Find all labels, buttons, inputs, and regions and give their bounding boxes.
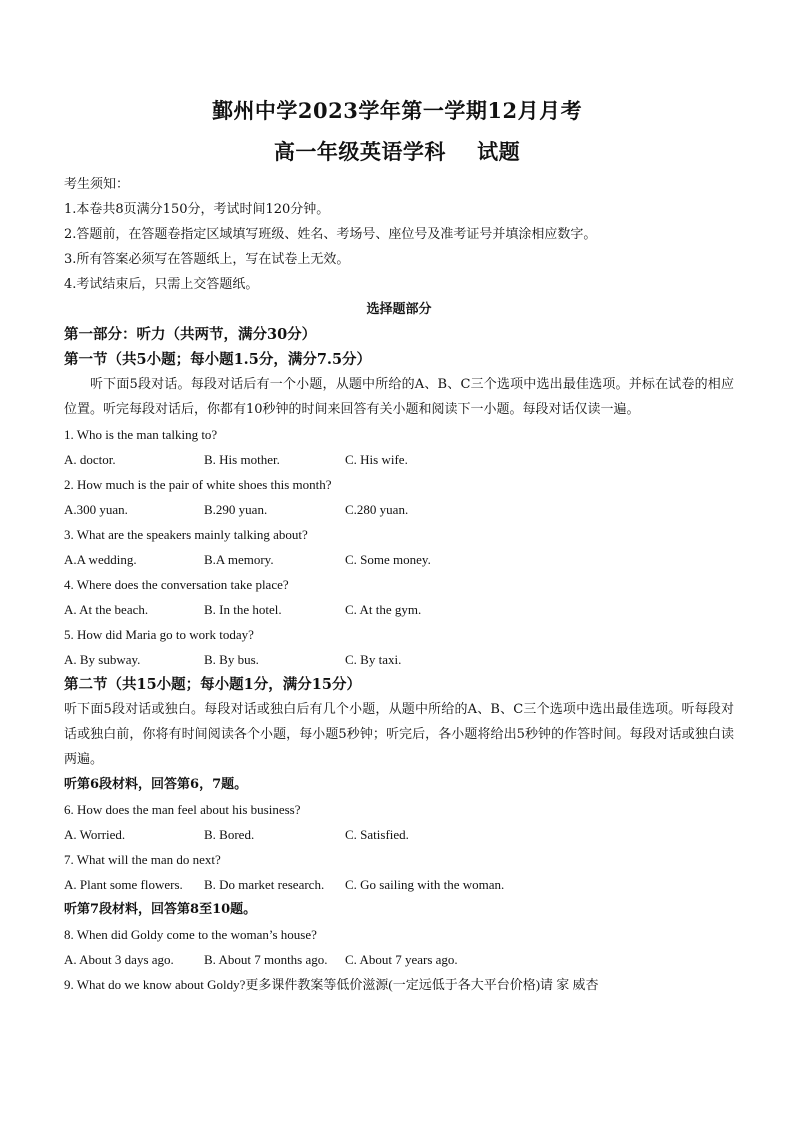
- question-5: 5. How did Maria go to work today?: [64, 627, 254, 642]
- option-c: C. At the gym.: [345, 602, 422, 617]
- option-b: B.290 yuan.: [204, 502, 268, 517]
- section2-title: 第二节（共15小题；每小题1分，满分15分）: [64, 676, 361, 693]
- option-b: B. By bus.: [204, 652, 259, 667]
- option-a: A. About 3 days ago.: [64, 952, 174, 967]
- section1-instructions: 听下面5段对话。每段对话后有一个小题，从题中所给的A、B、C三个选项中选出最佳选项。并标在试卷的相应位置。听完每段对话后，你都有10秒钟的时间来回答有关小题和阅读下一小题。每段对话仅读一遍。: [64, 377, 734, 417]
- question-1: 1. Who is the man talking to?: [64, 427, 218, 442]
- option-a: A. At the beach.: [64, 602, 149, 617]
- option-c: C. His wife.: [345, 452, 408, 467]
- option-a: A.300 yuan.: [64, 502, 128, 517]
- notice-item: 1.本卷共8页满分150分，考试时间120分钟。: [64, 202, 330, 217]
- option-b: B. Do market research.: [204, 877, 325, 892]
- part1-title: 第一部分：听力（共两节，满分30分）: [64, 326, 317, 343]
- question-2: 2. How much is the pair of white shoes this month?: [64, 477, 332, 492]
- option-b: B. In the hotel.: [204, 602, 282, 617]
- question-8-options: [64, 947, 734, 972]
- option-c: C.280 yuan.: [345, 502, 409, 517]
- question-5-options: [64, 647, 734, 672]
- option-c: C. Go sailing with the woman.: [345, 877, 505, 892]
- notice-item: 2.答题前，在答题卷指定区域填写班级、姓名、考场号、座位号及准考证号并填涂相应数字。: [64, 227, 597, 242]
- option-b: B. His mother.: [204, 452, 280, 467]
- option-b: B.A memory.: [204, 552, 274, 567]
- question-8: 8. When did Goldy come to the woman’s house?: [64, 927, 317, 942]
- option-a: A.A wedding.: [64, 552, 137, 567]
- question-9: 9. What do we know about Goldy?更多课件教案等低价滋源(一定远低于各大平台价格)请 家 威杏: [64, 977, 599, 992]
- question-1-options: [64, 447, 734, 472]
- section1-title: 第一节（共5小题；每小题1.5分，满分7.5分）: [64, 351, 372, 368]
- question-7-options: [64, 872, 734, 897]
- option-c: C. Satisfied.: [345, 827, 409, 842]
- material-6-heading: 听第6段材料，回答第6，7题。: [64, 777, 248, 792]
- exam-subtitle: 高一年级英语学科 试题: [273, 139, 521, 164]
- option-b: B. Bored.: [204, 827, 255, 842]
- option-a: A. doctor.: [64, 452, 116, 467]
- exam-content: [64, 172, 734, 997]
- question-4-options: [64, 597, 734, 622]
- exam-title: 鄞州中学2023学年第一学期12月月考: [211, 98, 583, 123]
- question-6-options: [64, 822, 734, 847]
- question-7: 7. What will the man do next?: [64, 852, 221, 867]
- question-4: 4. Where does the conversation take place?: [64, 577, 289, 592]
- question-3: 3. What are the speakers mainly talking about?: [64, 527, 308, 542]
- option-b: B. About 7 months ago.: [204, 952, 328, 967]
- notice-item: 3.所有答案必须写在答题纸上，写在试卷上无效。: [64, 252, 350, 267]
- option-c: C. About 7 years ago.: [345, 952, 458, 967]
- question-2-options: [64, 497, 734, 522]
- notice-item: 4.考试结束后，只需上交答题纸。: [64, 277, 259, 292]
- section2-instructions: 听下面5段对话或独白。每段对话或独白后有几个小题，从题中所给的A、B、C三个选项中选出最佳选项。听每段对话或独白前，你将有时间阅读各个小题，每小题5秒钟；听完后，各小题将给出5秒钟的作答时间。每段对话或独白读两遍。: [64, 702, 734, 767]
- question-3-options: [64, 547, 734, 572]
- material-7-heading: 听第7段材料，回答第8至10题。: [64, 902, 257, 917]
- option-c: C. Some money.: [345, 552, 431, 567]
- option-a: A. Worried.: [64, 827, 126, 842]
- question-6: 6. How does the man feel about his business?: [64, 802, 301, 817]
- option-c: C. By taxi.: [345, 652, 402, 667]
- section-heading: 选择题部分: [366, 302, 432, 317]
- option-a: A. Plant some flowers.: [64, 877, 183, 892]
- notice-heading: 考生须知：: [64, 177, 130, 192]
- option-a: A. By subway.: [64, 652, 141, 667]
